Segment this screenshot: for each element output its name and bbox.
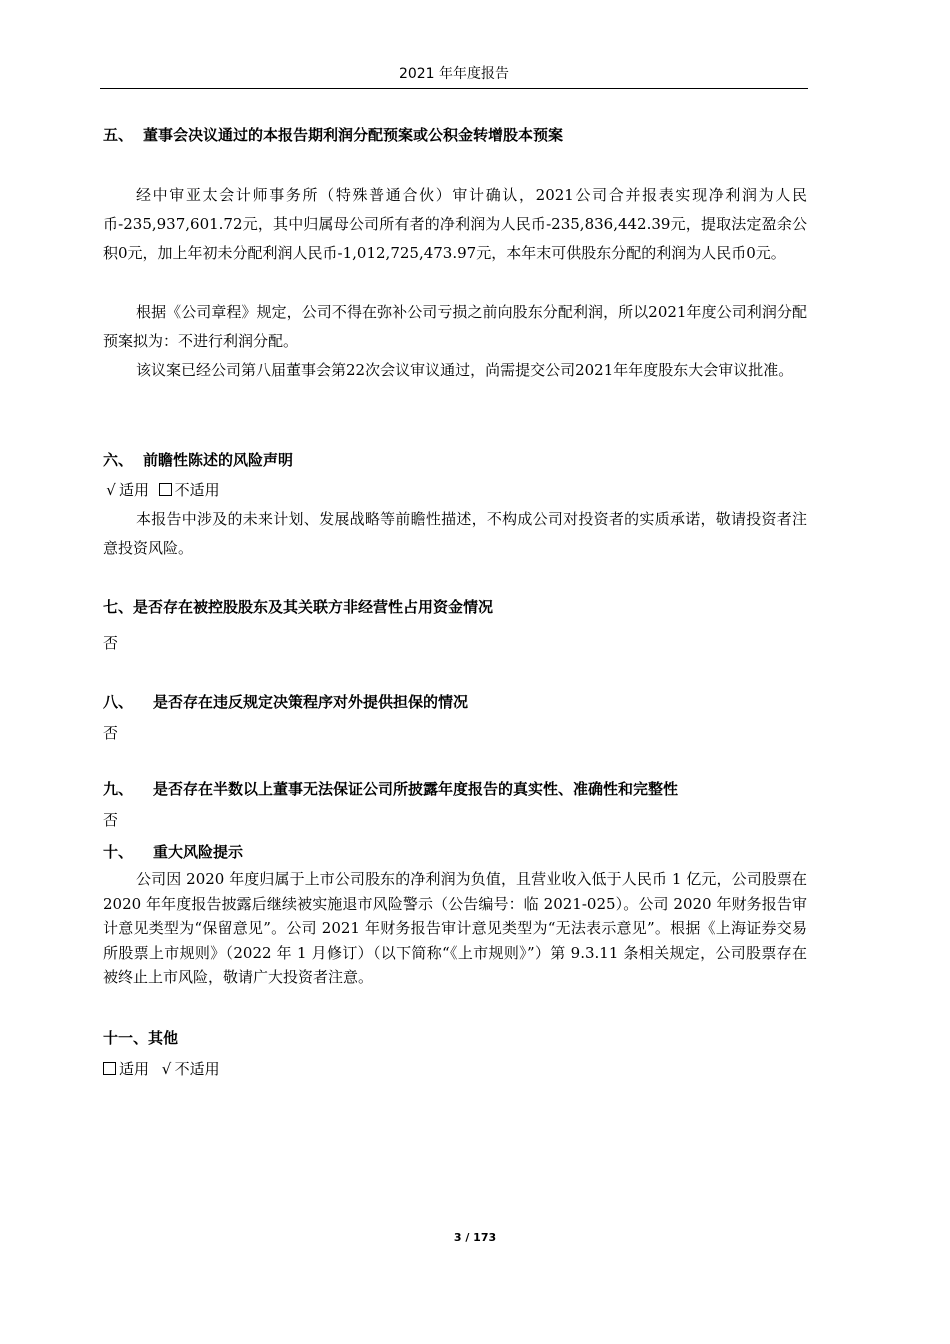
section-5-paragraph-1: 经中审亚太会计师事务所（特殊普通合伙）审计确认，2021公司合并报表实现净利润为人民币-235,937,601.72元，其中归属母公司所有者的净利润为人民币-235,836,442.39元，提取法定盈余公积0元，加上年初未分配利润人民币-1,012,725,473.97元，本年末可供股东分配的利润为人民币0元。 — [103, 186, 807, 262]
section-10-heading — [103, 842, 243, 862]
empty-checkbox-icon — [103, 1062, 116, 1075]
applicable-label: 适用 — [119, 1060, 150, 1078]
section-10-paragraph: 公司因 2020 年度归属于上市公司股东的净利润为负值，且营业收入低于人民币 1 亿元，公司股票在 2020 年年度报告披露后继续被实施退市风险警示（公告编号：临 2021-025）。公司 2020 年财务报告审计意见类型为“保留意见”。公司 2021 年财务报告审计意见类型为“无法表示意见”。根据《上海证券交易所股票上市规则》（2022 年 1 月修订）（以下简称“《上市规则》”）第 9.3.11 条相关规定，公司股票存在被终止上市风险，敬请广大投资者注意。 — [103, 870, 807, 986]
section-5-number: 五、 — [103, 126, 134, 144]
section-11-heading: 十一、其他 — [103, 1029, 179, 1047]
section-11-applicability — [103, 1059, 220, 1079]
section-8-answer: 否 — [103, 724, 119, 742]
header-divider — [100, 88, 808, 89]
applicable-label: 适用 — [119, 481, 150, 499]
section-10-title: 重大风险提示 — [153, 843, 244, 861]
section-9-answer: 否 — [103, 811, 119, 829]
section-6-heading — [103, 450, 293, 470]
section-5-title: 董事会决议通过的本报告期利润分配预案或公积金转增股本预案 — [143, 126, 564, 144]
section-7-heading: 七、是否存在被控股股东及其关联方非经营性占用资金情况 — [103, 598, 494, 616]
section-9-title: 是否存在半数以上董事无法保证公司所披露年度报告的真实性、准确性和完整性 — [153, 780, 679, 798]
section-8-number: 八、 — [103, 693, 134, 711]
section-9-heading — [103, 779, 678, 799]
empty-checkbox-icon — [159, 483, 172, 496]
section-9-number: 九、 — [103, 780, 134, 798]
section-8-title: 是否存在违反规定决策程序对外提供担保的情况 — [153, 693, 469, 711]
not-applicable-label: 不适用 — [174, 1060, 220, 1078]
section-5-heading — [103, 125, 563, 145]
section-6-applicability — [103, 480, 220, 500]
check-mark-icon: √ — [106, 481, 116, 499]
not-applicable-label: 不适用 — [174, 481, 220, 499]
section-10-number: 十、 — [103, 843, 134, 861]
section-8-heading — [103, 692, 468, 712]
section-5-paragraph-3: 该议案已经公司第八届董事会第22次会议审议通过，尚需提交公司2021年年度股东大会审议批准。 — [136, 361, 794, 379]
page-number: 3 / 173 — [453, 1231, 497, 1244]
check-mark-icon: √ — [161, 1060, 172, 1078]
section-6-title: 前瞻性陈述的风险声明 — [143, 451, 294, 469]
section-7-answer: 否 — [103, 634, 119, 652]
section-5-paragraph-2: 根据《公司章程》规定，公司不得在弥补公司亏损之前向股东分配利润，所以2021年度公司利润分配预案拟为：不进行利润分配。 — [103, 303, 807, 350]
report-header-title: 2021 年年度报告 — [398, 66, 510, 82]
section-6-paragraph: 本报告中涉及的未来计划、发展战略等前瞻性描述，不构成公司对投资者的实质承诺，敬请投资者注意投资风险。 — [103, 510, 807, 557]
section-6-number: 六、 — [103, 451, 134, 469]
